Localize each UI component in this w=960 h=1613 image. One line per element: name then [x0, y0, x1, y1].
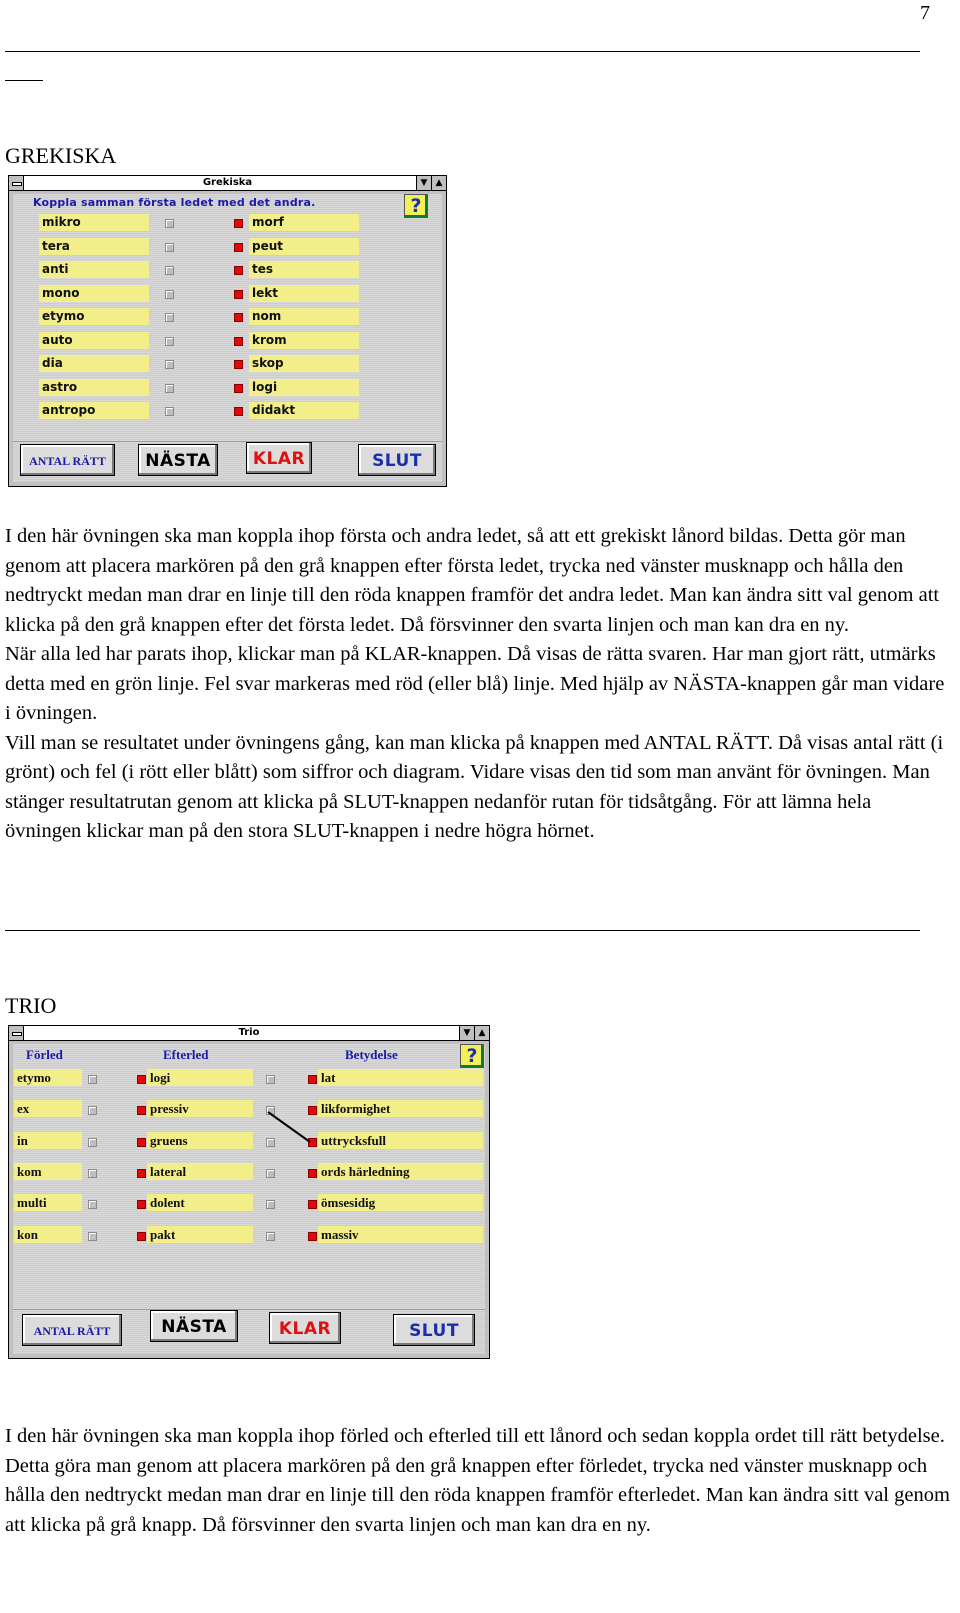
maximize-button[interactable]: ▲	[431, 176, 446, 190]
section-heading-grekiska: GREKISKA	[5, 143, 117, 168]
nasta-button[interactable]: NÄSTA	[138, 444, 218, 476]
connect-target-button[interactable]	[234, 337, 243, 346]
connect-target-button[interactable]	[234, 407, 243, 416]
section-heading-trio: TRIO	[5, 993, 57, 1018]
efterled-connect-button[interactable]	[266, 1232, 275, 1241]
paragraph: I den här övningen ska man koppla ihop första och andra ledet, så att ett grekiskt lånord bildas. Detta gör man genom att placera markören på den grå knappen efter första ledet, trycka ned vänster musknapp och hålla den nedtryckt medan man drar en linje till den röda knappen framför det andra ledet. Man kan ändra sitt val genom att klicka på den grå knappen efter det första ledet. Då försvinner den svarta linjen och man kan dra en ny.	[5, 525, 940, 636]
forled-cell: in	[14, 1132, 82, 1149]
betydelse-cell: massiv	[318, 1226, 483, 1243]
connect-start-button[interactable]	[165, 219, 174, 228]
second-part-cell: peut	[249, 238, 359, 255]
paragraph: När alla led har parats ihop, klickar man på KLAR-knappen. Då visas de rätta svaren. Har man gjort rätt, utmärks detta med en grön linje. Fel svar markeras med röd (eller blå) linje. Med hjälp av NÄSTA-knappen går man vidare i övningen.	[5, 643, 945, 724]
page-number: 7	[920, 2, 930, 24]
nasta-button[interactable]: NÄSTA	[150, 1310, 238, 1342]
second-part-cell: lekt	[249, 285, 359, 302]
forled-cell: etymo	[14, 1069, 82, 1086]
connect-target-button[interactable]	[234, 290, 243, 299]
divider	[13, 1309, 485, 1310]
grekiska-description	[5, 522, 950, 847]
betydelse-cell: ömsesidig	[318, 1194, 483, 1211]
trio-description	[5, 1422, 950, 1540]
paragraph: Vill man se resultatet under övningens gång, kan man klicka på knappen med ANTAL RÄTT. Då visas antal rätt (i grönt) och fel (i rött eller blått) som siffror och diagram. Vidare visas den tid som man använt för övningen. Man stänger resultatrutan genom att klicka på SLUT-knappen nedanför rutan för tidsåtgång. För att lämna hela övningen klickar man på den stora SLUT-knappen i nedre högra hörnet.	[5, 731, 944, 842]
question-mark-icon[interactable]: ?	[404, 194, 428, 218]
forled-cell: multi	[14, 1194, 82, 1211]
second-part-cell: krom	[249, 332, 359, 349]
betydelse-cell: uttrycksfull	[318, 1132, 483, 1149]
betydelse-target-button[interactable]	[308, 1200, 317, 1209]
second-part-cell: didakt	[249, 402, 359, 419]
efterled-cell: logi	[147, 1069, 253, 1086]
connect-start-button[interactable]	[165, 243, 174, 252]
question-mark-icon[interactable]: ?	[460, 1044, 484, 1068]
connect-start-button[interactable]	[165, 266, 174, 275]
connect-target-button[interactable]	[234, 266, 243, 275]
instruction-text: Koppla samman första ledet med det andra.	[33, 196, 316, 209]
efterled-cell: dolent	[147, 1194, 253, 1211]
first-part-cell: antropo	[39, 402, 149, 419]
efterled-cell: pressiv	[147, 1100, 253, 1117]
efterled-cell: lateral	[147, 1163, 253, 1180]
betydelse-cell: likformighet	[318, 1100, 483, 1117]
second-part-cell: logi	[249, 379, 359, 396]
second-part-cell: nom	[249, 308, 359, 325]
first-part-cell: dia	[39, 355, 149, 372]
header-rule	[5, 51, 920, 52]
column-header-betydelse: Betydelse	[345, 1047, 398, 1062]
window-title: Grekiska	[202, 177, 253, 188]
connect-target-button[interactable]	[234, 360, 243, 369]
efterled-connect-button[interactable]	[266, 1200, 275, 1209]
maximize-button[interactable]: ▲	[474, 1026, 489, 1040]
klar-button[interactable]: KLAR	[246, 442, 312, 474]
betydelse-cell: ords härledning	[318, 1163, 483, 1180]
connect-start-button[interactable]	[165, 290, 174, 299]
connection-line	[13, 1044, 483, 1184]
first-part-cell: etymo	[39, 308, 149, 325]
efterled-cell: gruens	[147, 1132, 253, 1149]
second-part-cell: skop	[249, 355, 359, 372]
second-part-cell: morf	[249, 214, 359, 231]
antal-ratt-button[interactable]: ANTAL RÄTT	[22, 1314, 122, 1346]
connect-start-button[interactable]	[165, 384, 174, 393]
first-part-cell: mikro	[39, 214, 149, 231]
second-part-cell: tes	[249, 261, 359, 278]
betydelse-cell: lat	[318, 1069, 483, 1086]
connect-target-button[interactable]	[234, 384, 243, 393]
column-header-forled: Förled	[26, 1047, 63, 1062]
connect-target-button[interactable]	[234, 243, 243, 252]
forled-cell: ex	[14, 1100, 82, 1117]
forled-cell: kon	[14, 1226, 82, 1243]
connect-start-button[interactable]	[165, 337, 174, 346]
forled-cell: kom	[14, 1163, 82, 1180]
connect-start-button[interactable]	[165, 407, 174, 416]
efterled-cell: pakt	[147, 1226, 253, 1243]
connect-start-button[interactable]	[165, 313, 174, 322]
first-part-cell: tera	[39, 238, 149, 255]
first-part-cell: anti	[39, 261, 149, 278]
forled-connect-button[interactable]	[88, 1232, 97, 1241]
column-header-efterled: Efterled	[163, 1047, 209, 1062]
first-part-cell: mono	[39, 285, 149, 302]
title-bar	[9, 1026, 489, 1041]
connect-target-button[interactable]	[234, 313, 243, 322]
klar-button[interactable]: KLAR	[269, 1312, 341, 1344]
exercise-area	[13, 1044, 485, 1354]
efterled-target-button[interactable]	[137, 1200, 146, 1209]
divider	[13, 441, 442, 442]
exercise-area	[13, 194, 442, 482]
forled-connect-button[interactable]	[88, 1200, 97, 1209]
grekiska-window	[8, 175, 447, 487]
title-bar	[9, 176, 446, 191]
window-title: Trio	[238, 1027, 260, 1038]
connect-target-button[interactable]	[234, 219, 243, 228]
header-short-rule	[5, 80, 43, 81]
first-part-cell: astro	[39, 379, 149, 396]
minimize-button[interactable]: ▼	[459, 1026, 474, 1040]
slut-button[interactable]: SLUT	[393, 1314, 475, 1346]
minimize-button[interactable]: ▼	[416, 176, 431, 190]
trio-window	[8, 1025, 490, 1359]
connect-start-button[interactable]	[165, 360, 174, 369]
betydelse-target-button[interactable]	[308, 1232, 317, 1241]
efterled-target-button[interactable]	[137, 1232, 146, 1241]
paragraph: I den här övningen ska man koppla ihop förled och efterled till ett lånord och sedan koppla ordet till rätt betydelse. Detta göra man genom att placera markören på den grå knappen efter förledet, trycka ned vänster musknapp och hålla den nedtryckt medan man drar en linje till den röda knappen framför efterledet. Man kan ändra sitt val genom att klicka på grå knapp. Då försvinner den svarta linjen och man kan dra en ny.	[5, 1425, 950, 1536]
section-rule	[5, 930, 920, 931]
first-part-cell: auto	[39, 332, 149, 349]
antal-ratt-button[interactable]: ANTAL RÄTT	[20, 444, 115, 476]
slut-button[interactable]: SLUT	[358, 444, 436, 476]
